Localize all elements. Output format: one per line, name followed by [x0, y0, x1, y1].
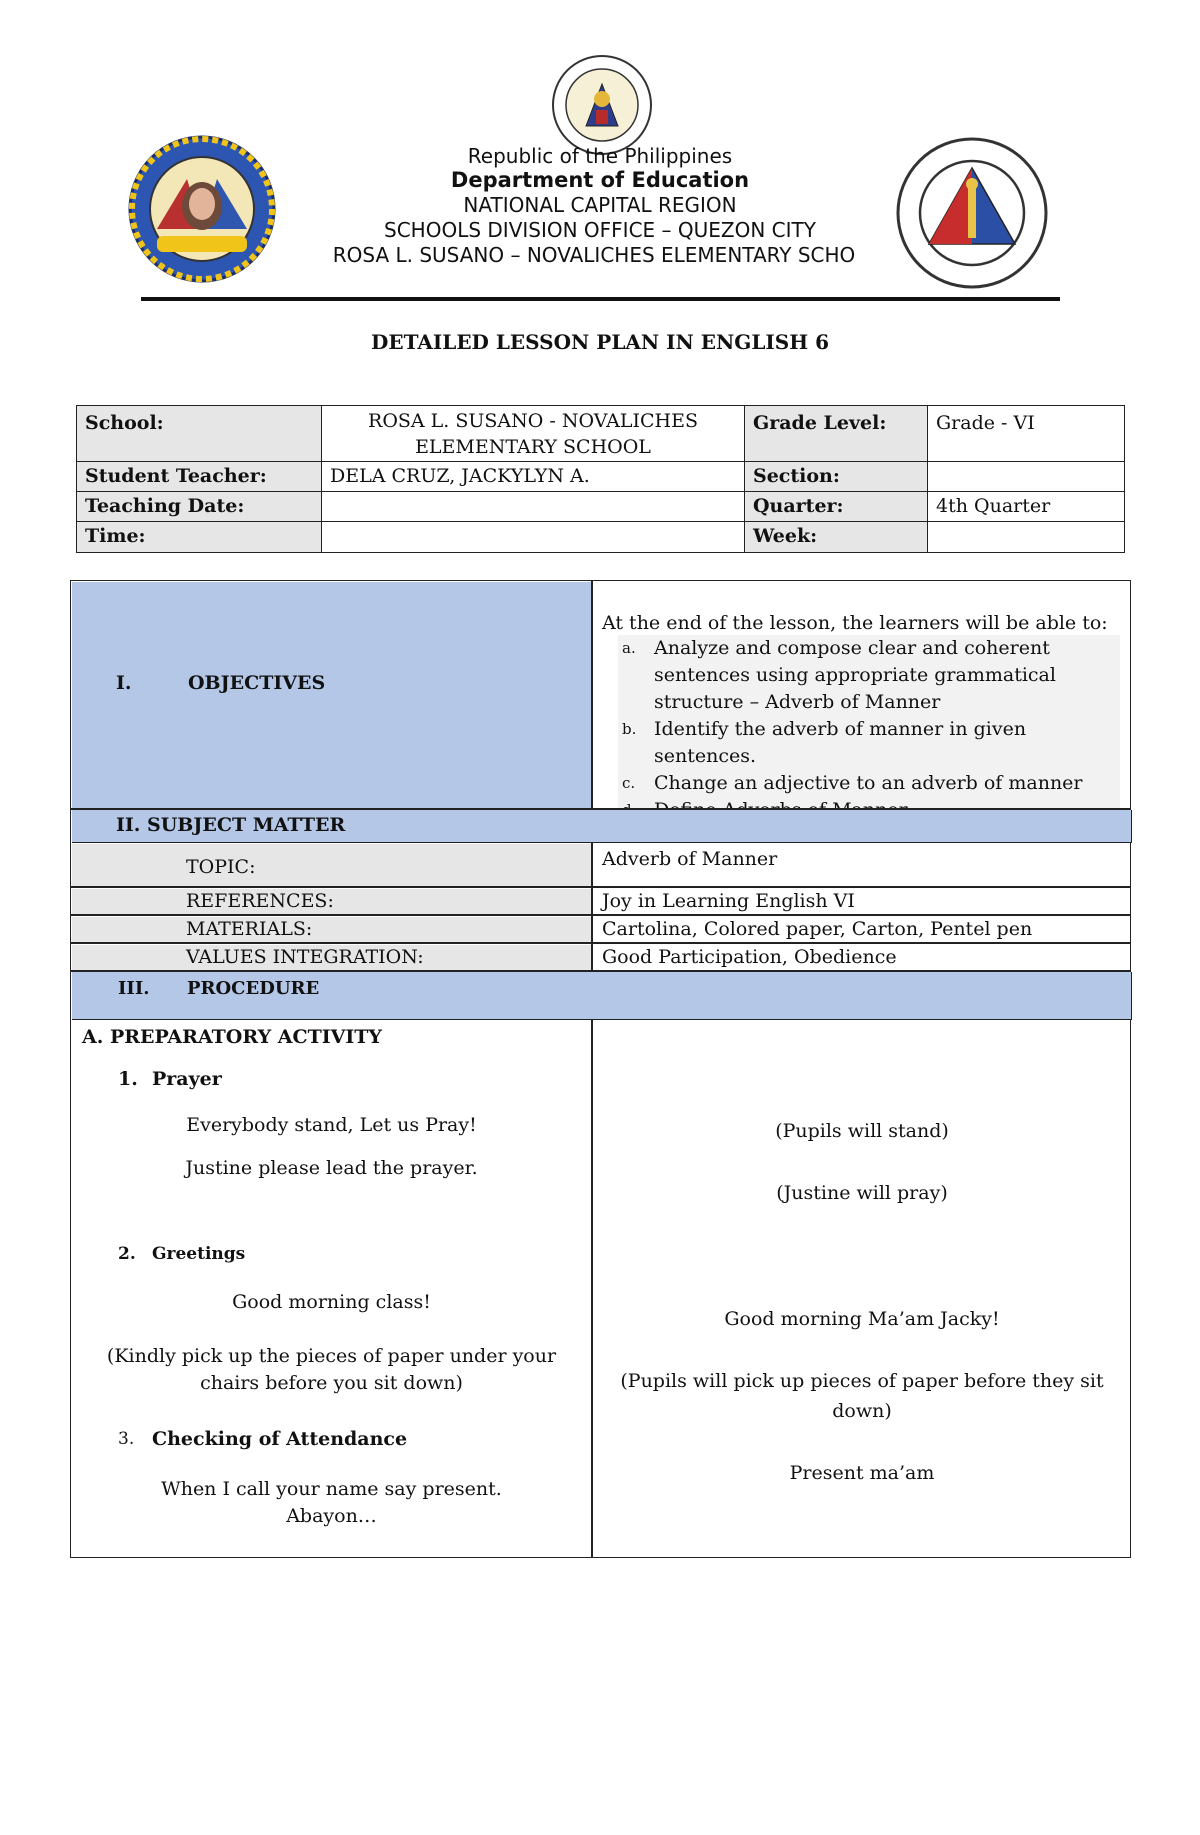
greetings-pupil-line-2b: down)	[832, 1400, 892, 1422]
header-school: ROSA L. SUSANO – NOVALICHES ELEMENTARY SCHO	[332, 243, 856, 267]
greetings-teacher-line-2a: (Kindly pick up the pieces of paper under your	[106, 1345, 557, 1367]
greetings-title: Greetings	[152, 1244, 246, 1264]
objective-text: structure – Adverb of Manner	[654, 691, 941, 713]
attendance-teacher-line-1: When I call your name say present.	[161, 1478, 502, 1500]
time-label: Time:	[77, 522, 322, 552]
attendance-teacher-line-2: Abayon…	[286, 1505, 377, 1527]
materials-value: Cartolina, Colored paper, Carton, Pentel pen	[602, 918, 1033, 940]
objective-item	[618, 635, 1120, 716]
objectives-list	[618, 635, 1120, 824]
procedure-number: III.	[118, 978, 150, 999]
objectives-heading-cell	[72, 582, 592, 809]
objective-text: sentences using appropriate grammatical	[654, 664, 1056, 686]
objective-marker: a.	[622, 639, 636, 657]
greetings-pupil-line-1: Good morning Ma’am Jacky!	[724, 1308, 1000, 1330]
materials-label-cell	[72, 917, 591, 943]
greetings-teacher-line-2b: chairs before you sit down)	[200, 1372, 463, 1394]
subject-matter-divider	[591, 843, 593, 971]
attendance-title: Checking of Attendance	[152, 1428, 408, 1450]
deped-seal-icon	[551, 54, 653, 156]
student-teacher-label: Student Teacher:	[77, 462, 322, 492]
topic-label: TOPIC:	[186, 856, 256, 878]
values-label: VALUES INTEGRATION:	[186, 946, 424, 968]
materials-label: MATERIALS:	[186, 918, 313, 940]
values-value: Good Participation, Obedience	[602, 946, 897, 968]
quarter-value: 4th Quarter	[928, 492, 1124, 522]
objectives-heading: OBJECTIVES	[188, 672, 326, 694]
objective-item	[618, 716, 1120, 770]
objective-text: Analyze and compose clear and coherent	[654, 637, 1050, 659]
school-value	[322, 406, 745, 462]
references-value: Joy in Learning English VI	[602, 890, 855, 912]
header-region: NATIONAL CAPITAL REGION	[463, 193, 737, 217]
prayer-number: 1.	[118, 1068, 138, 1090]
procedure-heading: PROCEDURE	[187, 978, 320, 999]
student-teacher-value: DELA CRUZ, JACKYLYN A.	[322, 462, 745, 492]
prayer-teacher-line-2: Justine please lead the prayer.	[185, 1157, 478, 1179]
preparatory-activity-heading: A. PREPARATORY ACTIVITY	[82, 1026, 382, 1048]
week-value	[928, 522, 1124, 552]
objective-marker: c.	[622, 774, 636, 792]
section-value	[928, 462, 1124, 492]
topic-label-cell	[72, 844, 591, 886]
objectives-intro: At the end of the lesson, the learners will be able to:	[602, 612, 1108, 634]
section-label: Section:	[745, 462, 928, 492]
school-value-line-2: ELEMENTARY SCHOOL	[415, 436, 651, 458]
lesson-info-table	[76, 405, 1125, 553]
references-label: REFERENCES:	[186, 890, 334, 912]
greetings-teacher-line-1: Good morning class!	[232, 1291, 431, 1313]
teaching-date-value	[322, 492, 745, 522]
objective-marker: b.	[622, 720, 637, 738]
header-divider	[141, 297, 1060, 301]
objectives-number: I.	[116, 672, 132, 694]
grade-level-value: Grade - VI	[928, 406, 1124, 462]
attendance-number: 3.	[118, 1429, 135, 1449]
header-department: Department of Education	[450, 168, 750, 192]
topic-value: Adverb of Manner	[602, 848, 778, 870]
prayer-pupil-line-1: (Pupils will stand)	[775, 1120, 949, 1142]
greetings-pupil-line-2a: (Pupils will pick up pieces of paper before they sit	[620, 1370, 1104, 1392]
prayer-pupil-line-2: (Justine will pray)	[776, 1182, 948, 1204]
greetings-number: 2.	[118, 1244, 136, 1264]
school-label: School:	[77, 406, 322, 462]
time-value	[322, 522, 745, 552]
objective-text: Identify the adverb of manner in given sentences.	[654, 718, 1027, 767]
page-title: DETAILED LESSON PLAN IN ENGLISH 6	[371, 330, 829, 354]
teaching-date-label: Teaching Date:	[77, 492, 322, 522]
prayer-teacher-line-1: Everybody stand, Let us Pray!	[186, 1114, 477, 1136]
prayer-title: Prayer	[152, 1068, 222, 1090]
quarter-label: Quarter:	[745, 492, 928, 522]
grade-level-label: Grade Level:	[745, 406, 928, 462]
subject-matter-heading: II. SUBJECT MATTER	[116, 814, 346, 836]
objective-text: Change an adjective to an adverb of manner	[654, 772, 1083, 794]
school-value-line-1: ROSA L. SUSANO - NOVALICHES	[368, 410, 698, 432]
week-label: Week:	[745, 522, 928, 552]
objectives-divider	[591, 580, 593, 810]
objective-item	[618, 770, 1120, 797]
header-division: SCHOOLS DIVISION OFFICE – QUEZON CITY	[384, 218, 816, 242]
header-republic: Republic of the Philippines	[467, 144, 733, 168]
attendance-pupil-line-1: Present ma’am	[789, 1462, 935, 1484]
